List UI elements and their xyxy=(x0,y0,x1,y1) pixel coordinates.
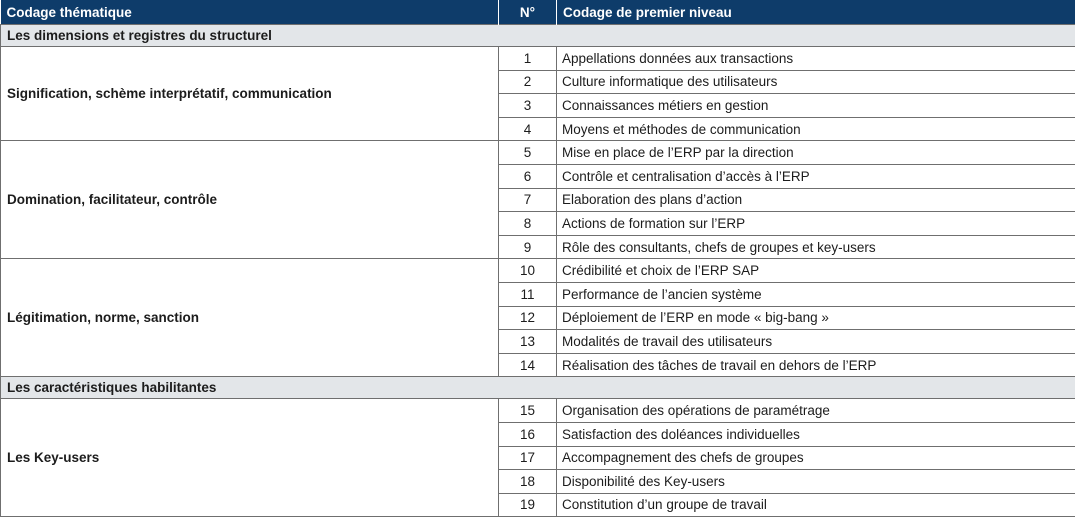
item-label: Disponibilité des Key-users xyxy=(557,470,1075,494)
item-number: 1 xyxy=(499,47,557,71)
item-number: 15 xyxy=(499,399,557,423)
section-title: Les dimensions et registres du structurel xyxy=(1,25,1075,47)
header-number: N° xyxy=(499,0,557,25)
item-number: 12 xyxy=(499,306,557,330)
theme-cell: Domination, facilitateur, contrôle xyxy=(1,141,499,259)
item-label: Crédibilité et choix de l’ERP SAP xyxy=(557,259,1075,283)
item-number: 7 xyxy=(499,188,557,212)
item-label: Contrôle et centralisation d’accès à l’ERP xyxy=(557,164,1075,188)
item-label: Performance de l’ancien système xyxy=(557,282,1075,306)
item-label: Mise en place de l’ERP par la direction xyxy=(557,141,1075,165)
section-title: Les caractéristiques habilitantes xyxy=(1,377,1075,399)
item-number: 16 xyxy=(499,422,557,446)
item-number: 14 xyxy=(499,353,557,377)
item-label: Appellations données aux transactions xyxy=(557,47,1075,71)
item-number: 2 xyxy=(499,70,557,94)
item-label: Elaboration des plans d’action xyxy=(557,188,1075,212)
theme-cell: Signification, schème interprétatif, communication xyxy=(1,47,499,141)
item-label: Culture informatique des utilisateurs xyxy=(557,70,1075,94)
item-label: Connaissances métiers en gestion xyxy=(557,94,1075,118)
item-number: 3 xyxy=(499,94,557,118)
item-number: 18 xyxy=(499,470,557,494)
item-label: Satisfaction des doléances individuelles xyxy=(557,422,1075,446)
item-label: Organisation des opérations de paramétrage xyxy=(557,399,1075,423)
table-body xyxy=(1,25,1075,517)
item-number: 5 xyxy=(499,141,557,165)
item-number: 11 xyxy=(499,282,557,306)
item-label: Réalisation des tâches de travail en dehors de l’ERP xyxy=(557,353,1075,377)
item-label: Moyens et méthodes de communication xyxy=(557,117,1075,141)
item-label: Actions de formation sur l’ERP xyxy=(557,212,1075,236)
header-first-level-code: Codage de premier niveau xyxy=(557,0,1075,25)
item-number: 4 xyxy=(499,117,557,141)
item-label: Modalités de travail des utilisateurs xyxy=(557,330,1075,354)
theme-cell: Les Key-users xyxy=(1,399,499,517)
table-row xyxy=(1,399,1075,423)
header-row xyxy=(1,0,1075,25)
item-label: Accompagnement des chefs de groupes xyxy=(557,446,1075,470)
item-label: Rôle des consultants, chefs de groupes et key-users xyxy=(557,235,1075,259)
item-label: Déploiement de l’ERP en mode « big-bang » xyxy=(557,306,1075,330)
item-number: 6 xyxy=(499,164,557,188)
item-number: 17 xyxy=(499,446,557,470)
table-row xyxy=(1,141,1075,165)
table-row xyxy=(1,259,1075,283)
item-number: 13 xyxy=(499,330,557,354)
header-theme: Codage thématique xyxy=(1,0,499,25)
item-number: 8 xyxy=(499,212,557,236)
item-number: 9 xyxy=(499,235,557,259)
item-number: 19 xyxy=(499,493,557,517)
section-row xyxy=(1,25,1075,47)
table-header xyxy=(1,0,1075,25)
item-number: 10 xyxy=(499,259,557,283)
table-row xyxy=(1,47,1075,71)
section-row xyxy=(1,377,1075,399)
theme-cell: Légitimation, norme, sanction xyxy=(1,259,499,377)
item-label: Constitution d’un groupe de travail xyxy=(557,493,1075,517)
